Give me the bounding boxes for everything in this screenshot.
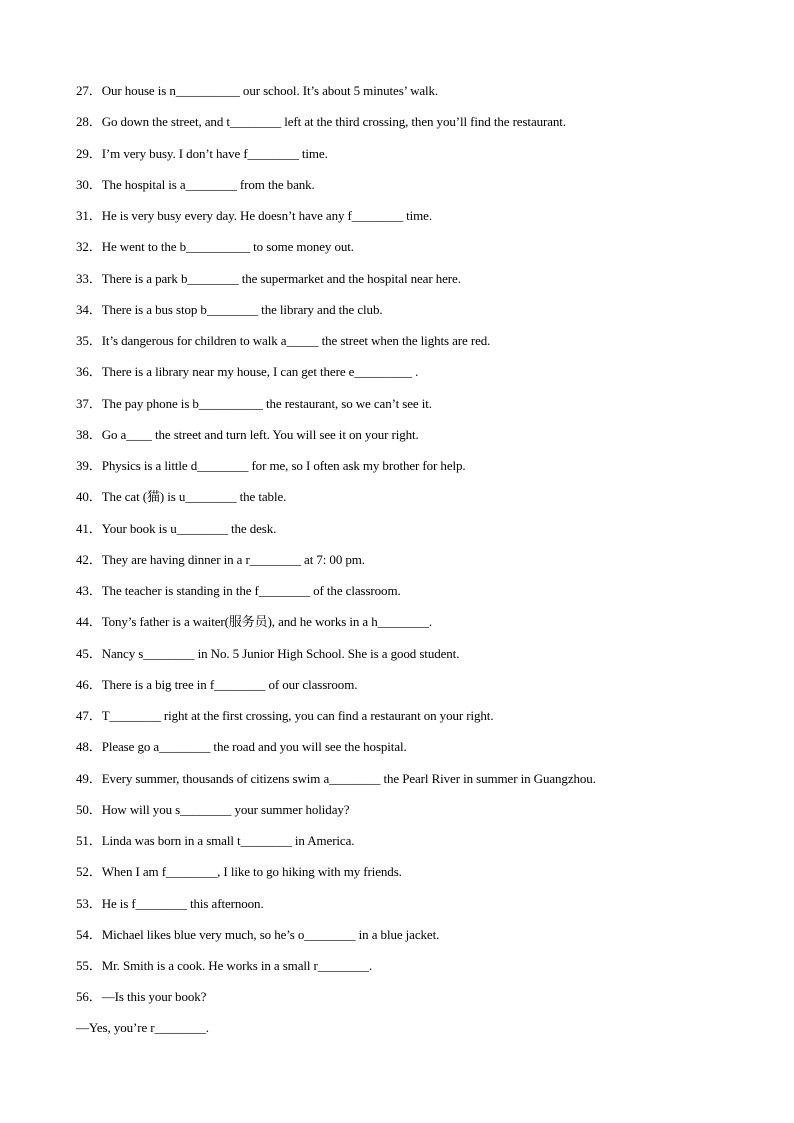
- question-item: [76, 895, 766, 926]
- question-list: [76, 82, 766, 1020]
- question-item: [76, 770, 766, 801]
- question-item: [76, 363, 766, 394]
- question-item: [76, 113, 766, 144]
- question-number: 49．: [76, 770, 102, 786]
- question-item: [76, 676, 766, 707]
- question-text: There is a library near my house, I can get there e_________ .: [101, 364, 419, 380]
- question-text: He went to the b__________ to some money out.: [101, 239, 354, 255]
- question-item: [76, 426, 766, 457]
- question-item: [76, 332, 766, 363]
- question-item: [76, 582, 766, 613]
- question-item: [76, 832, 766, 863]
- question-text: Nancy s________ in No. 5 Junior High School. She is a good student.: [101, 645, 460, 661]
- question-number: 32．: [76, 239, 102, 255]
- question-item: [76, 207, 766, 238]
- question-text: He is f________ this afternoon.: [101, 895, 264, 911]
- question-item: [76, 957, 766, 988]
- question-number: 41．: [76, 520, 102, 536]
- question-number: 46．: [76, 676, 102, 692]
- question-text: When I am f________, I like to go hiking with my friends.: [101, 864, 402, 880]
- question-text: Every summer, thousands of citizens swim a________ the Pearl River in summer in Guangzhou.: [101, 770, 596, 786]
- question-text: Go a____ the street and turn left. You will see it on your right.: [101, 426, 419, 442]
- question-text: —Is this your book?: [101, 989, 207, 1005]
- question-number: 56．: [76, 989, 102, 1005]
- question-number: 39．: [76, 458, 102, 473]
- question-number: 48．: [76, 739, 102, 755]
- question-item: [76, 707, 766, 738]
- question-number: 51．: [76, 833, 102, 848]
- question-item: [76, 238, 766, 269]
- question-number: 47．: [76, 708, 102, 723]
- question-text: The teacher is standing in the f________ of the classroom.: [101, 583, 401, 598]
- question-number: 54．: [76, 926, 102, 942]
- question-number: 40．: [76, 489, 102, 505]
- question-text: Our house is n__________ our school. It’s about 5 minutes’ walk.: [101, 83, 439, 98]
- question-number: 42．: [76, 551, 102, 567]
- question-item: [76, 270, 766, 301]
- question-item: [76, 551, 766, 582]
- question-text: I’m very busy. I don’t have f________ time.: [101, 145, 328, 161]
- question-item: [76, 301, 766, 332]
- question-item: [76, 738, 766, 769]
- question-item: [76, 801, 766, 832]
- question-item: [76, 926, 766, 957]
- question-item: [76, 395, 766, 426]
- question-text: There is a big tree in f________ of our classroom.: [101, 676, 358, 692]
- question-text: The pay phone is b__________ the restaurant, so we can’t see it.: [101, 395, 432, 411]
- question-text: The cat (猫) is u________ the table.: [101, 489, 287, 505]
- question-number: 30．: [76, 176, 102, 192]
- question-item: [76, 488, 766, 519]
- question-item: [76, 176, 766, 207]
- question-number: 35．: [76, 333, 102, 348]
- question-text: Your book is u________ the desk.: [101, 520, 277, 536]
- question-item: [76, 457, 766, 488]
- question-text: Physics is a little d________ for me, so I often ask my brother for help.: [101, 458, 466, 473]
- question-number: 50．: [76, 801, 102, 817]
- question-number: 29．: [76, 145, 102, 161]
- question-item: [76, 145, 766, 176]
- question-item: [76, 988, 766, 1019]
- question-number: 27．: [76, 83, 102, 98]
- question-text: It’s dangerous for children to walk a_____ the street when the lights are red.: [101, 333, 491, 348]
- question-text: He is very busy every day. He doesn’t have any f________ time.: [101, 208, 432, 223]
- question-text: There is a park b________ the supermarket and the hospital near here.: [101, 270, 461, 286]
- question-text: They are having dinner in a r________ at 7: 00 pm.: [101, 551, 365, 567]
- question-text: How will you s________ your summer holiday?: [101, 801, 350, 817]
- dialogue-reply-line: —Yes, you’re r________.: [76, 1020, 209, 1035]
- question-text: The hospital is a________ from the bank.: [101, 176, 315, 192]
- question-item: [76, 863, 766, 894]
- question-number: 37．: [76, 395, 102, 411]
- question-number: 28．: [76, 114, 102, 130]
- question-number: 33．: [76, 270, 102, 286]
- question-number: 43．: [76, 583, 102, 598]
- question-text: Please go a________ the road and you will see the hospital.: [101, 739, 407, 755]
- question-number: 55．: [76, 958, 102, 973]
- question-number: 38．: [76, 426, 102, 442]
- question-item: [76, 82, 766, 113]
- question-item: [76, 645, 766, 676]
- question-item: [76, 613, 766, 644]
- question-text: There is a bus stop b________ the library and the club.: [101, 301, 383, 317]
- question-number: 53．: [76, 895, 102, 911]
- question-text: T________ right at the first crossing, you can find a restaurant on your right.: [101, 708, 494, 723]
- question-number: 44．: [76, 614, 102, 630]
- question-text: Linda was born in a small t________ in America.: [101, 833, 355, 848]
- question-text: Michael likes blue very much, so he’s o________ in a blue jacket.: [101, 926, 440, 942]
- question-text: Tony’s father is a waiter(服务员), and he works in a h________.: [101, 614, 432, 630]
- question-number: 36．: [76, 364, 102, 380]
- question-number: 34．: [76, 301, 102, 317]
- question-item: [76, 520, 766, 551]
- question-number: 52．: [76, 864, 102, 880]
- question-text: Mr. Smith is a cook. He works in a small r________.: [101, 958, 373, 973]
- question-number: 31．: [76, 208, 102, 223]
- question-number: 45．: [76, 645, 102, 661]
- question-text: Go down the street, and t________ left at the third crossing, then you’ll find the restaurant.: [101, 114, 566, 130]
